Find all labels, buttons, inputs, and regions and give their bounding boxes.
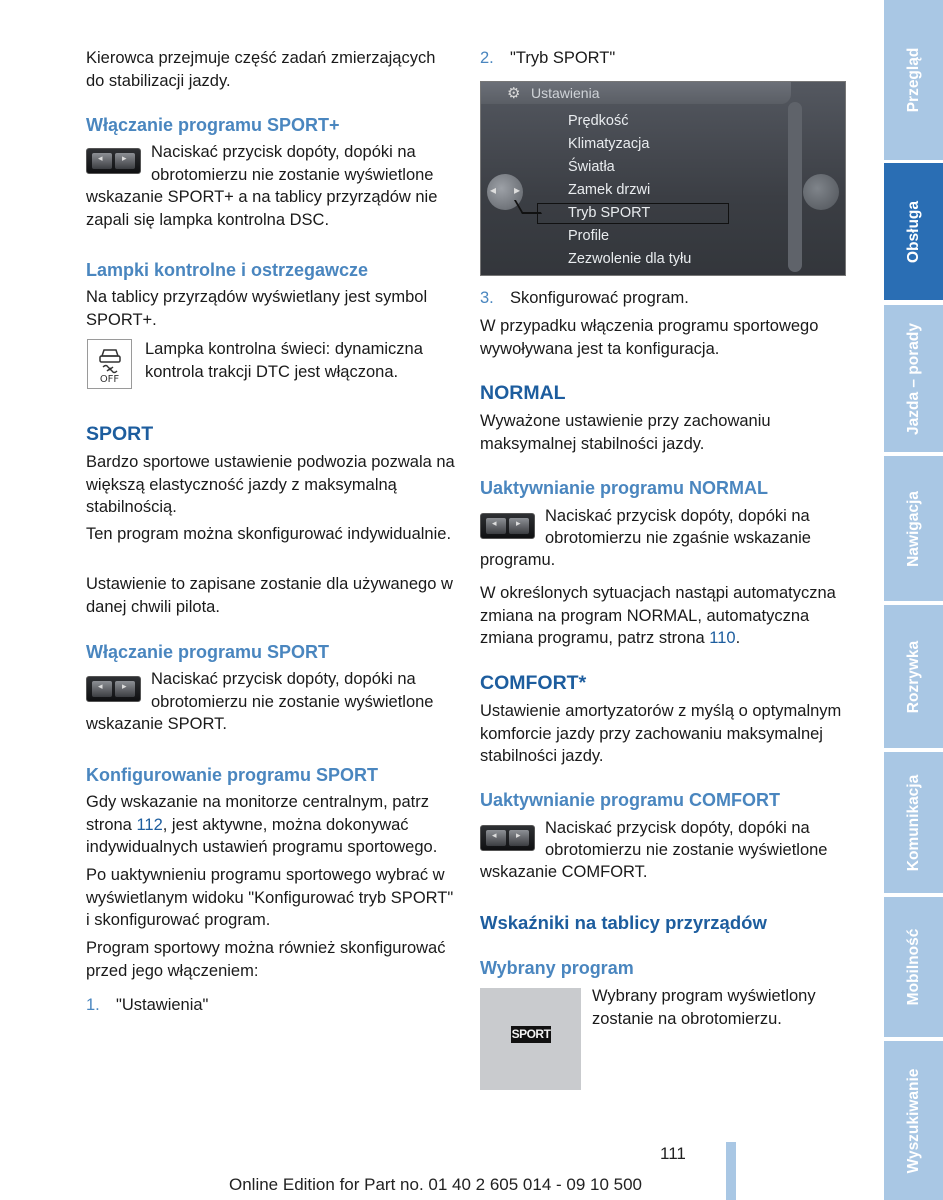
config-text-3: Program sportowy można również skonfigurować przed jego włączeniem:: [86, 939, 446, 980]
step-1: 1. "Ustawienia": [86, 996, 209, 1014]
comfort-text: Ustawienie amortyzatorów z myślą o optymalnym komforcie jazdy przy zachowaniu maksymalnej stabilności jazdy.: [480, 702, 842, 766]
dtc-text: Lampka kontrolna świeci: dynamiczna kontrola trakcji DTC jest włączona.: [145, 340, 423, 381]
tab-mobilnosc[interactable]: Mobilność: [884, 897, 943, 1037]
heading-comfort: COMFORT*: [480, 672, 587, 694]
menu-item-profile[interactable]: Profile: [568, 228, 610, 244]
tab-komunikacja[interactable]: Komunikacja: [884, 752, 943, 893]
config-text-1: Gdy wskazanie na monitorze centralnym, patrz strona 112, jest aktywne, można dokonywać indywidualnych ustawień programu sportowego.: [86, 793, 438, 857]
sport-on-text-2: obrotomierzu nie zostanie wyświetlone: [151, 693, 434, 711]
sport-text-2: Ten program można skonfigurować indywidualnie.: [86, 525, 452, 543]
screen-title: Ustawienia: [531, 85, 600, 101]
step-3: 3. Skonfigurować program.: [480, 289, 689, 307]
heading-sportplus-on: Włączanie programu SPORT+: [86, 115, 340, 135]
comfort-on-text-3: wskazanie COMFORT.: [480, 863, 648, 881]
selected-program-text: Wybrany program wyświetlony zostanie na obrotomierzu.: [592, 987, 816, 1028]
dtc-off-label: OFF: [99, 374, 120, 385]
sportplus-on-text-2: obrotomierzu nie zostanie wyświetlone: [151, 166, 434, 184]
settings-screen: [480, 81, 846, 276]
page-link-110[interactable]: 110: [709, 629, 736, 648]
sport-badge: SPORT: [511, 1027, 551, 1041]
tab-jazda-porady[interactable]: Jazda – porady: [884, 305, 943, 452]
screen-header: [481, 82, 791, 104]
switch-icon: [480, 513, 535, 539]
heading-sport: SPORT: [86, 423, 154, 445]
tab-obsluga[interactable]: Obsługa: [884, 163, 943, 300]
right-controller-icon: [803, 174, 839, 210]
heading-normal: NORMAL: [480, 382, 566, 404]
tab-wyszukiwanie[interactable]: Wyszukiwanie: [884, 1041, 943, 1200]
tab-przeglad[interactable]: Przegląd: [884, 0, 943, 160]
step-3-text: W przypadku włączenia programu sportowego wywoływana jest ta konfiguracja.: [480, 317, 819, 358]
sport-on-text-3: wskazanie SPORT.: [86, 715, 227, 733]
normal-text: Wyważone ustawienie przy zachowaniu maksymalnej stabilności jazdy.: [480, 412, 771, 453]
config-text-2: Po uaktywnieniu programu sportowego wybrać w wyświetlanym widoku "Konfigurować tryb SPORT" i skonfigurować program.: [86, 866, 454, 930]
lamps-text: Na tablicy przyrządów wyświetlany jest symbol SPORT+.: [86, 288, 428, 329]
gear-icon: ⚙: [507, 84, 521, 102]
menu-item-tryb-sport[interactable]: Tryb SPORT: [568, 205, 651, 221]
menu-item-klimatyzacja[interactable]: Klimatyzacja: [568, 136, 650, 152]
normal-on-text-2: obrotomierzu nie zgaśnie wskazanie: [545, 529, 811, 547]
heading-sport-on: Włączanie programu SPORT: [86, 642, 330, 662]
intro-text: Kierowca przejmuje część zadań zmierzających do stabilizacji jazdy.: [86, 49, 436, 90]
menu-item-predkosc[interactable]: Prędkość: [568, 113, 629, 129]
sport-text-3: Ustawienie to zapisane zostanie dla używanego w danej chwili pilota.: [86, 575, 453, 616]
heading-config: Konfigurowanie programu SPORT: [86, 765, 379, 785]
heading-selected-program: Wybrany program: [480, 958, 634, 978]
menu-item-zamek-drzwi[interactable]: Zamek drzwi: [568, 182, 651, 198]
menu-item-swiatla[interactable]: Światła: [568, 159, 615, 175]
heading-lamps: Lampki kontrolne i ostrzegawcze: [86, 260, 369, 280]
switch-icon: [86, 148, 141, 174]
comfort-on-text-1: Naciskać przycisk dopóty, dopóki na: [545, 819, 810, 837]
sportplus-on-text-3: wskazanie SPORT+ a na tablicy przyrządów nie zapali się lampka kontrolna DSC.: [86, 188, 438, 229]
sportplus-on-text-1: Naciskać przycisk dopóty, dopóki na: [151, 143, 416, 161]
tachometer-sport-image: [480, 988, 581, 1090]
sport-text-1: Bardzo sportowe ustawienie podwozia pozwala na większą elastyczność jazdy z maksymalną stabilnością.: [86, 453, 455, 517]
page-number-bar: [726, 1142, 736, 1200]
switch-icon: [480, 825, 535, 851]
tab-rozrywka[interactable]: Rozrywka: [884, 605, 943, 748]
page-number: 111: [660, 1144, 686, 1163]
scrollbar: [788, 102, 802, 272]
heading-comfort-on: Uaktywnianie programu COMFORT: [480, 790, 781, 810]
page-link-112[interactable]: 112: [136, 815, 163, 834]
tab-nawigacja[interactable]: Nawigacja: [884, 456, 943, 601]
heading-normal-on: Uaktywnianie programu NORMAL: [480, 478, 769, 498]
switch-icon: [86, 676, 141, 702]
normal-auto-text: W określonych sytuacjach nastąpi automatyczna zmiana na program NORMAL, automatyczna zmiana programu, patrz strona 110.: [480, 584, 836, 648]
footer-edition: Online Edition for Part no. 01 40 2 605 014 - 09 10 500: [229, 1175, 643, 1194]
dtc-warning-icon: [87, 339, 132, 389]
heading-indicators: Wskaźniki na tablicy przyrządów: [480, 912, 767, 933]
step-2: 2. "Tryb SPORT": [480, 49, 616, 67]
comfort-on-text-2: obrotomierzu nie zostanie wyświetlone: [545, 841, 828, 859]
sport-on-text-1: Naciskać przycisk dopóty, dopóki na: [151, 670, 416, 688]
selection-frame: [537, 203, 729, 224]
menu-item-zezwolenie-dla-tylu[interactable]: Zezwolenie dla tyłu: [568, 251, 692, 267]
normal-on-text-3: programu.: [480, 551, 556, 569]
normal-on-text-1: Naciskać przycisk dopóty, dopóki na: [545, 507, 810, 525]
